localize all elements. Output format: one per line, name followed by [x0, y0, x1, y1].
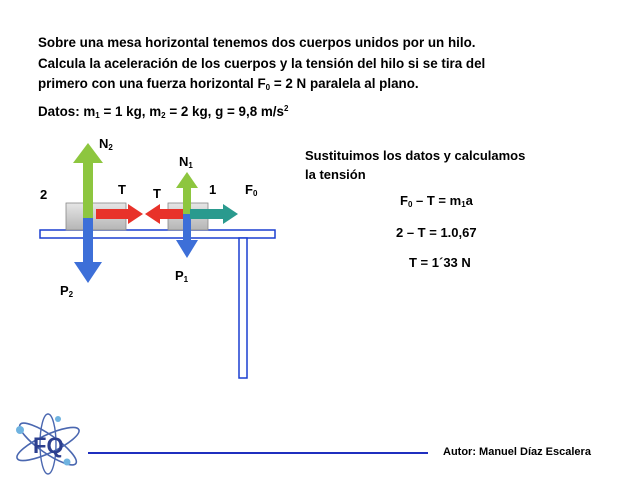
fq-logo	[13, 414, 82, 474]
svg-text:FQ: FQ	[33, 433, 64, 458]
equation-1: $F_0 - T = m_1a$	[400, 193, 473, 209]
statement-line-2: Calcula la aceleración de los cuerpos y la tensión del hilo si se tira del	[38, 55, 486, 71]
label-tension-left: T	[118, 182, 126, 197]
table-top	[40, 230, 275, 238]
author-credit: Autor: Manuel Díaz Escalera	[443, 446, 591, 458]
label-n1: $N_1$	[179, 154, 193, 170]
table-leg	[239, 238, 247, 378]
label-body-2: 2	[40, 187, 48, 202]
statement-line-1: Sobre una mesa horizontal tenemos dos cuerpos unidos por un hilo.	[38, 35, 476, 50]
label-n2: $N_2$	[99, 136, 113, 152]
label-p1: $P_1$	[175, 268, 189, 284]
label-p2: $P_2$	[60, 283, 74, 299]
label-tension-right: T	[153, 186, 161, 201]
statement-line-3: primero con una fuerza horizontal $F_0 = 2$ N paralela al plano.	[38, 76, 419, 92]
solution-intro: Sustituimos los datos y calculamos la tensión	[305, 148, 526, 182]
footer-divider	[88, 452, 428, 454]
equation-2: 2 – T = 1.0,67	[396, 225, 477, 240]
data-line: Datos: $m_1 = 1$ kg, $m_2 = 2$ kg, g = 9,8 $m/s^2$	[38, 104, 289, 120]
equation-3: T = 1´33 N	[409, 255, 471, 270]
label-f0: $F_0$	[245, 182, 258, 198]
label-body-1: 1	[209, 182, 217, 197]
